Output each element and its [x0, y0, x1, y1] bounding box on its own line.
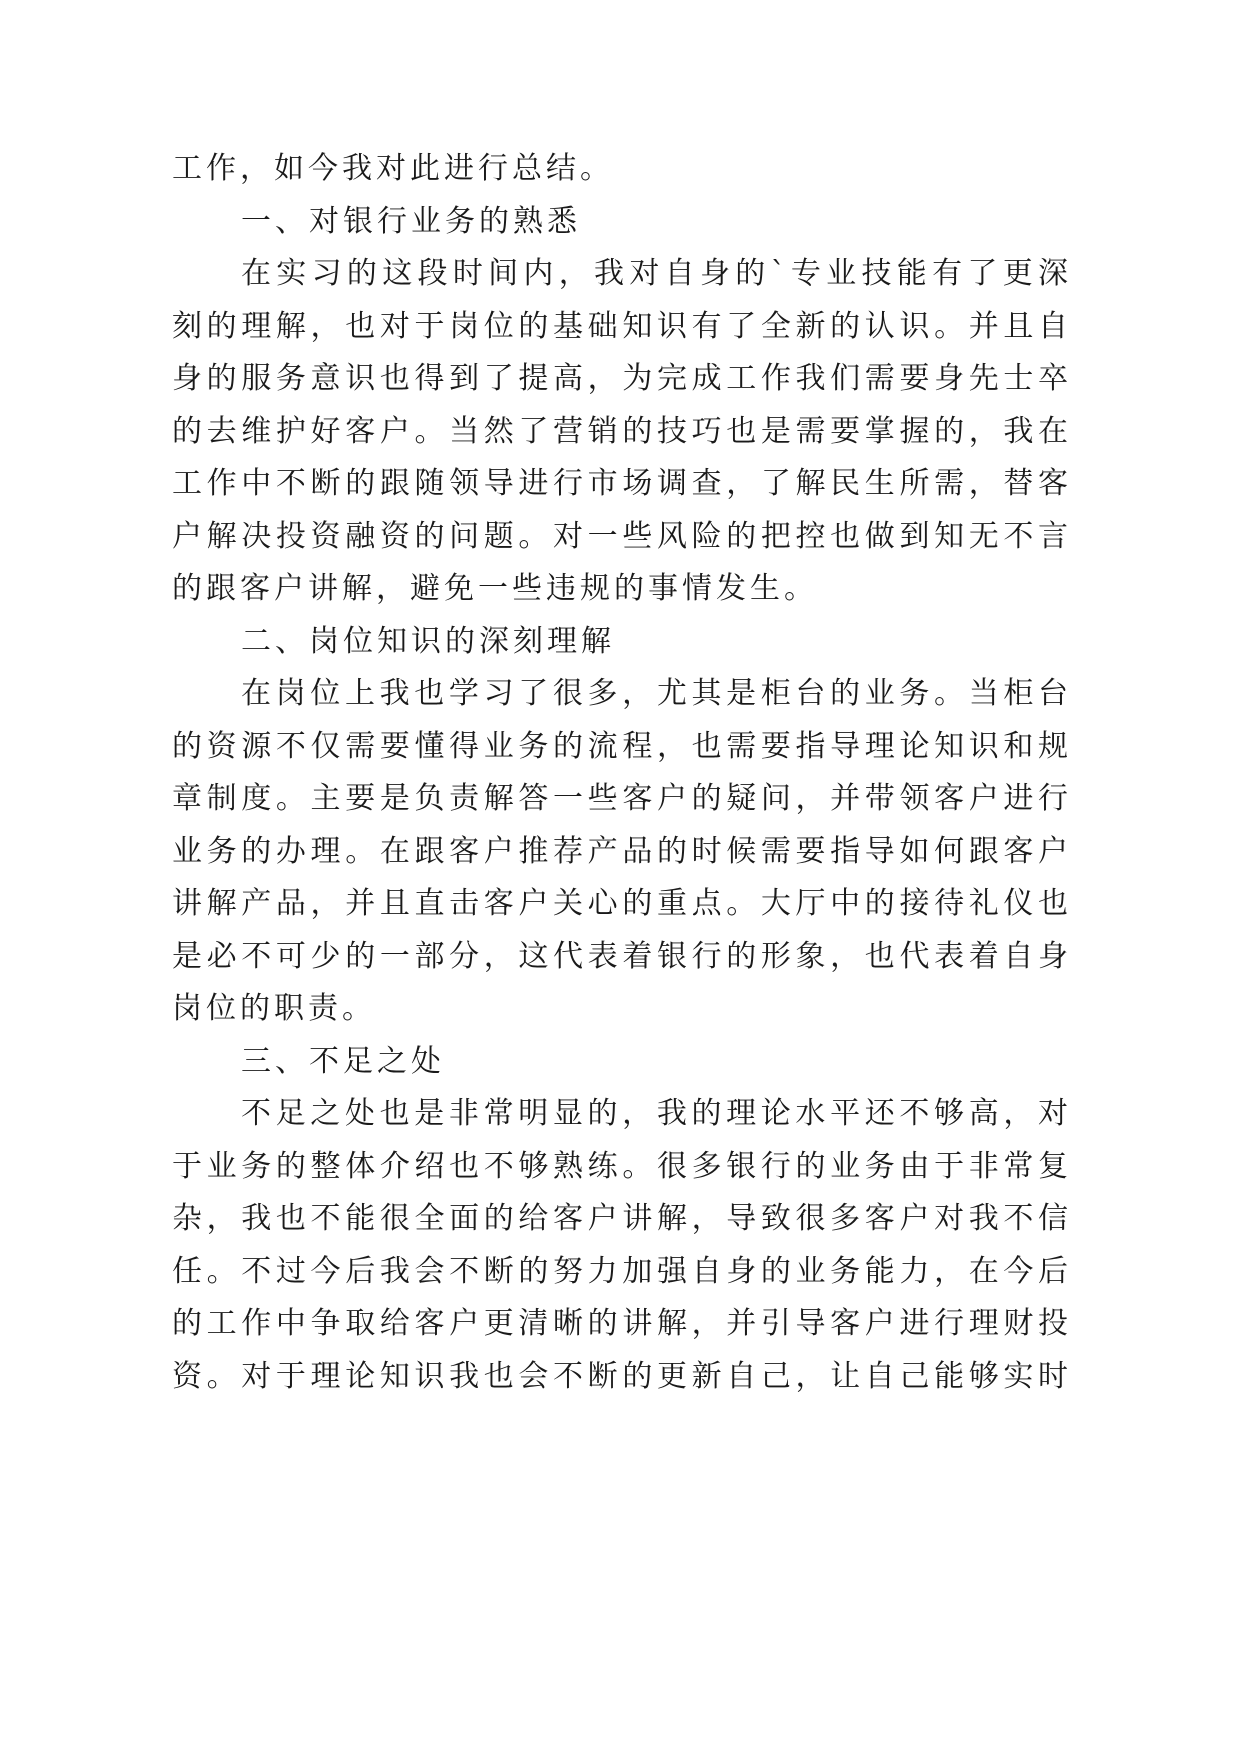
text-line: 的跟客户讲解，避免一些违规的事情发生。 [172, 571, 818, 606]
text-line: 任。不过今后我会不断的努力加强自身的业务能力，在今后 [172, 1253, 1072, 1289]
text-line: 在实习的这段时间内，我对自身的`专业技能有了更深 [241, 256, 1072, 291]
paragraph [172, 248, 1072, 616]
text-line: 的工作中争取给客户更清晰的讲解，并引导客户进行理财投 [172, 1306, 1072, 1341]
text-line: 工作，如今我对此进行总结。 [172, 151, 614, 186]
text-line: 讲解产品，并且直击客户关心的重点。大厅中的接待礼仪也 [172, 886, 1072, 921]
text-line: 于业务的整体介绍也不够熟练。很多银行的业务由于非常复 [172, 1148, 1072, 1184]
paragraph [172, 668, 1072, 1036]
section-heading-text: 三、不足之处 [241, 1043, 445, 1079]
section-heading [172, 1036, 1072, 1089]
text-line: 是必不可少的一部分，这代表着银行的形象，也代表着自身 [172, 938, 1072, 974]
text-line: 章制度。主要是负责解答一些客户的疑问，并带领客户进行 [172, 781, 1072, 816]
text-line: 刻的理解，也对于岗位的基础知识有了全新的认识。并且自 [172, 308, 1072, 344]
text-line: 的去维护好客户。当然了营销的技巧也是需要掌握的，我在 [172, 413, 1072, 449]
text-line: 不足之处也是非常明显的，我的理论水平还不够高，对 [241, 1096, 1072, 1131]
text-line: 身的服务意识也得到了提高，为完成工作我们需要身先士卒 [172, 361, 1072, 396]
text-line: 在岗位上我也学习了很多，尤其是柜台的业务。当柜台 [241, 676, 1072, 711]
text-line: 资。对于理论知识我也会不断的更新自己，让自己能够实时 [172, 1358, 1072, 1394]
text-line: 的资源不仅需要懂得业务的流程，也需要指导理论知识和规 [172, 728, 1072, 764]
paragraph [172, 1088, 1072, 1403]
document-body [172, 143, 1072, 1403]
text-line: 杂，我也不能很全面的给客户讲解，导致很多客户对我不信 [172, 1201, 1072, 1236]
text-line: 户解决投资融资的问题。对一些风险的把控也做到知无不言 [172, 518, 1072, 554]
section-heading-text: 一、对银行业务的熟悉 [241, 203, 581, 239]
section-heading [172, 196, 1072, 249]
section-heading-text: 二、岗位知识的深刻理解 [241, 623, 615, 659]
text-line: 业务的办理。在跟客户推荐产品的时候需要指导如何跟客户 [172, 833, 1072, 869]
section-heading [172, 616, 1072, 669]
text-line: 工作中不断的跟随领导进行市场调查，了解民生所需，替客 [172, 466, 1072, 501]
paragraph-continuation [172, 143, 1072, 196]
text-line: 岗位的职责。 [172, 991, 376, 1026]
